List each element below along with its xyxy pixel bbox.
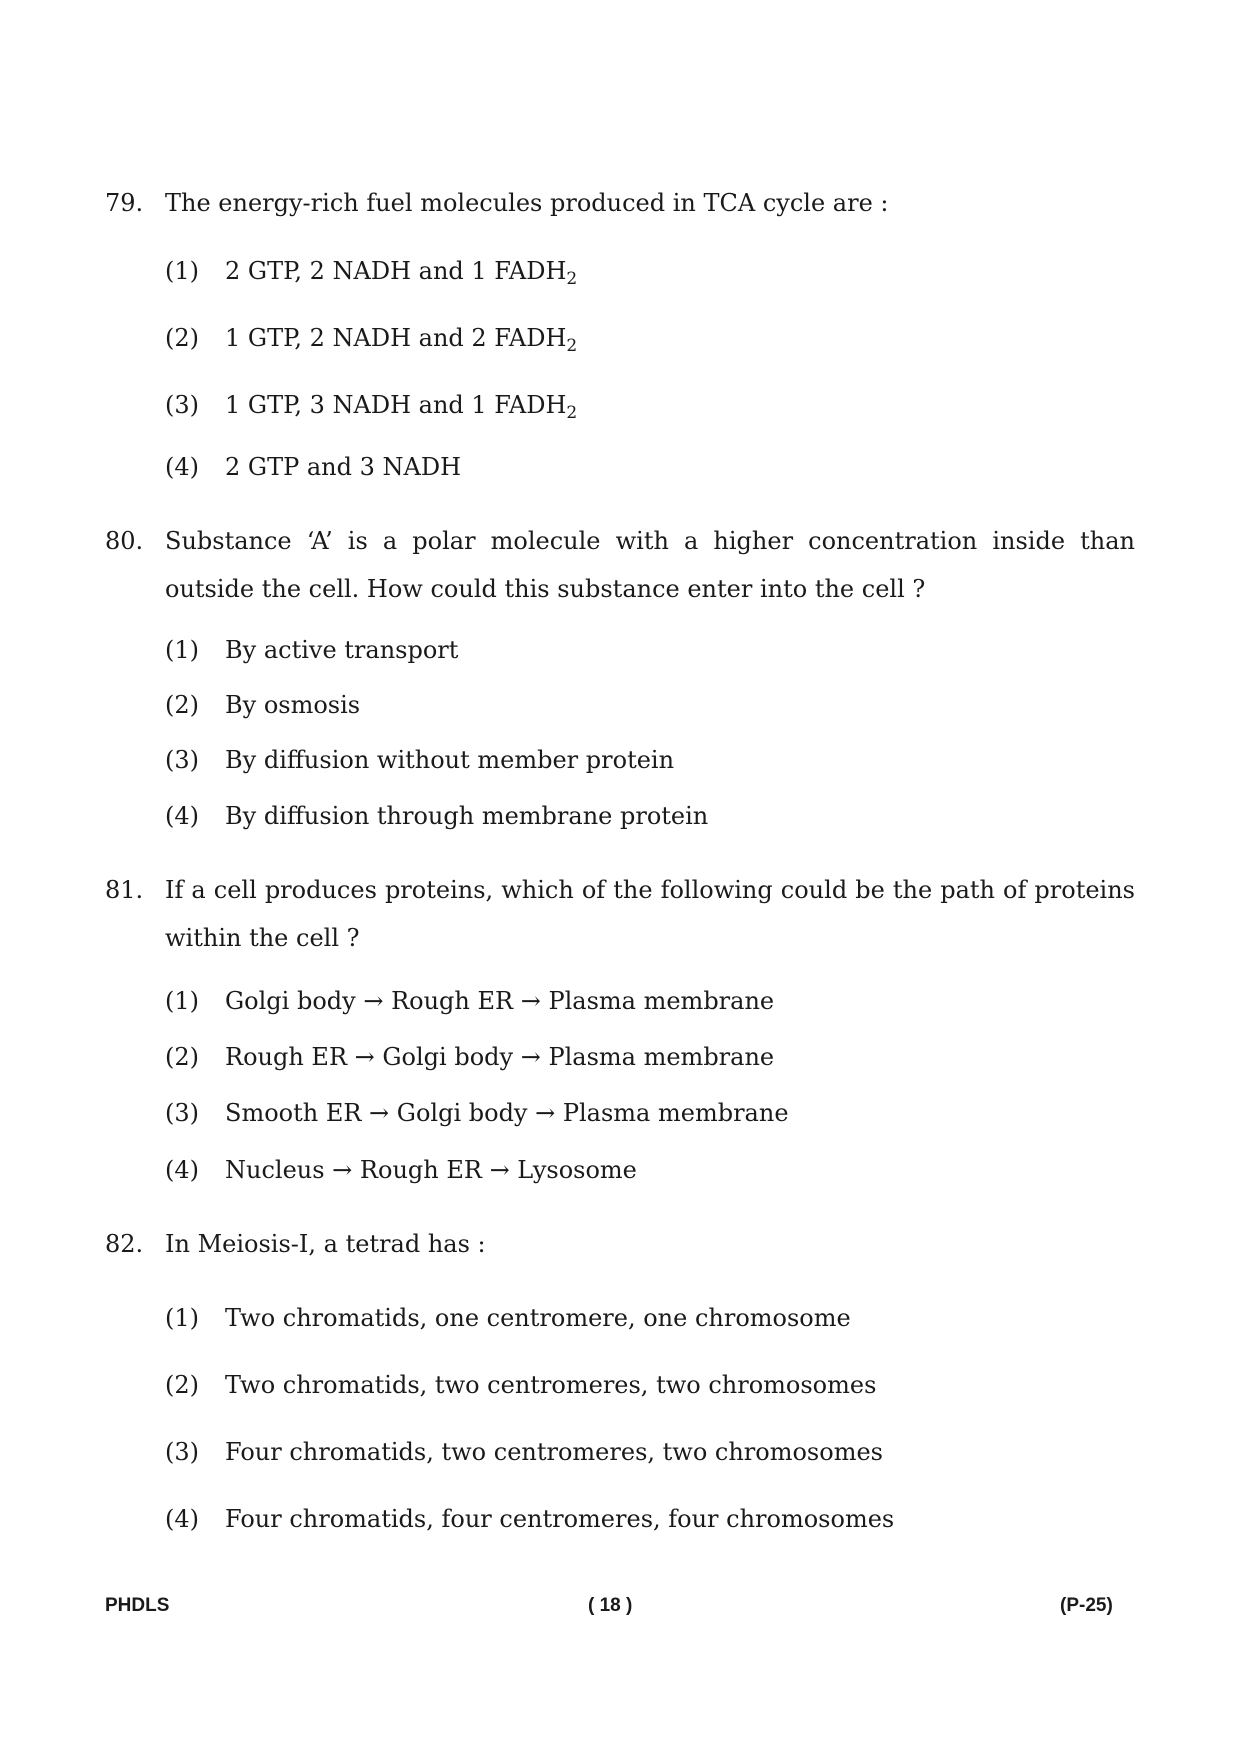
option-2	[165, 321, 577, 363]
option-number: (2)	[165, 1371, 199, 1399]
option-text: Two chromatids, one centromere, one chromosome	[225, 1304, 851, 1332]
option-number: (3)	[165, 391, 199, 419]
option-text: By diffusion through membrane protein	[225, 802, 709, 830]
option-number: (4)	[165, 802, 199, 830]
option-4	[165, 450, 461, 484]
option-number: (4)	[165, 1505, 199, 1533]
option-number: (3)	[165, 1438, 199, 1466]
option-number: (4)	[165, 1156, 199, 1184]
option-text: Golgi body → Rough ER → Plasma membrane	[225, 987, 775, 1015]
option-text: By diffusion without member protein	[225, 746, 675, 774]
question-text: In Meiosis-I, a tetrad has :	[165, 1230, 486, 1258]
option-text: Four chromatids, two centromeres, two chromosomes	[225, 1438, 883, 1466]
footer-code: PHDLS	[105, 1595, 170, 1616]
option-number: (1)	[165, 636, 199, 664]
option-text: 2 GTP and 3 NADH	[225, 453, 462, 481]
option-number: (4)	[165, 453, 199, 481]
question-text: Substance ‘A’ is a polar molecule with a higher concentration inside than outside the cell. How could this substance enter into the cell ?	[165, 527, 1135, 603]
option-4	[165, 1502, 894, 1536]
option-number: (2)	[165, 324, 199, 352]
option-text: By active transport	[225, 636, 459, 664]
option-2	[165, 1368, 876, 1402]
option-3	[165, 1435, 883, 1469]
option-text: Four chromatids, four centromeres, four chromosomes	[225, 1505, 895, 1533]
option-text: By osmosis	[225, 691, 361, 719]
option-4	[165, 1153, 637, 1187]
question-number: 80.	[105, 527, 144, 555]
option-text: 1 GTP, 2 NADH and 2 FADH	[225, 324, 567, 352]
option-text: Two chromatids, two centromeres, two chromosomes	[225, 1371, 877, 1399]
option-subscript: 2	[566, 336, 578, 356]
option-number: (1)	[165, 1304, 199, 1332]
question-number: 79.	[105, 189, 144, 217]
option-subscript: 2	[566, 403, 578, 423]
question-number: 81.	[105, 876, 144, 904]
option-text: Rough ER → Golgi body → Plasma membrane	[225, 1043, 775, 1071]
option-number: (3)	[165, 746, 199, 774]
option-text: 2 GTP, 2 NADH and 1 FADH	[225, 257, 567, 285]
option-3	[165, 743, 674, 777]
question-text: The energy-rich fuel molecules produced in TCA cycle are :	[165, 189, 889, 217]
option-text: Nucleus → Rough ER → Lysosome	[225, 1156, 637, 1184]
option-number: (1)	[165, 987, 199, 1015]
question-number: 82.	[105, 1230, 144, 1258]
option-4	[165, 799, 708, 833]
option-1	[165, 633, 458, 667]
question-text: If a cell produces proteins, which of the following could be the path of proteins within the cell ?	[165, 876, 1135, 952]
option-subscript: 2	[566, 269, 578, 289]
option-1	[165, 984, 774, 1018]
option-1	[165, 1301, 851, 1335]
option-number: (3)	[165, 1099, 199, 1127]
option-text: Smooth ER → Golgi body → Plasma membrane	[225, 1099, 789, 1127]
option-2	[165, 1040, 774, 1074]
option-number: (2)	[165, 691, 199, 719]
option-3	[165, 388, 577, 430]
footer-series: (P-25)	[1060, 1595, 1113, 1616]
option-3	[165, 1096, 789, 1130]
option-text: 1 GTP, 3 NADH and 1 FADH	[225, 391, 567, 419]
page-number: ( 18 )	[588, 1595, 633, 1616]
option-1	[165, 254, 577, 296]
option-2	[165, 688, 360, 722]
option-number: (2)	[165, 1043, 199, 1071]
option-number: (1)	[165, 257, 199, 285]
